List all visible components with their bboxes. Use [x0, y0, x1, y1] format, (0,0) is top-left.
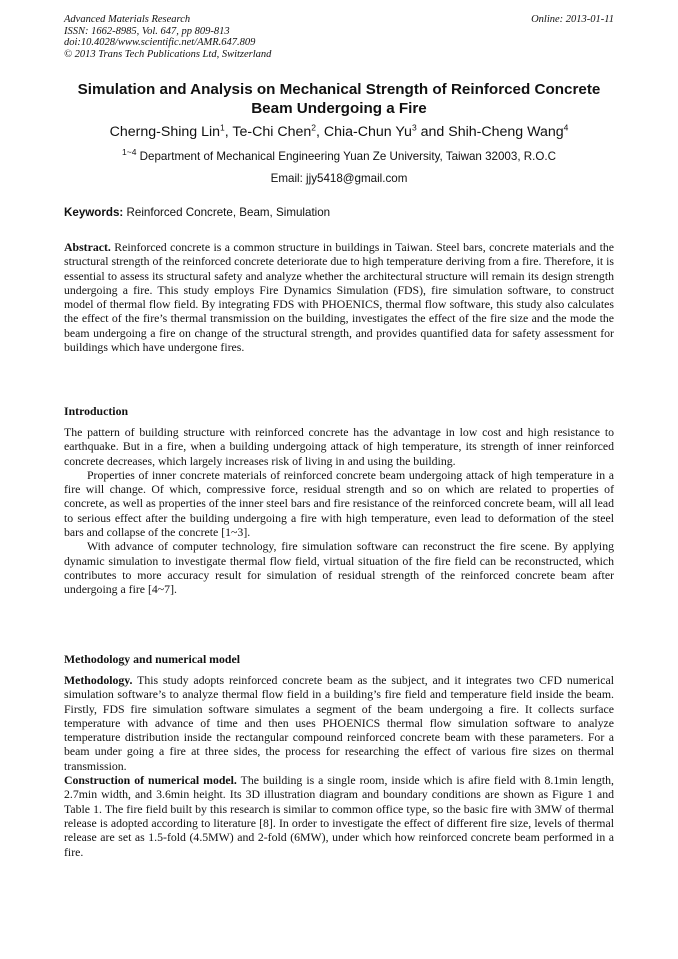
journal-header	[64, 14, 271, 60]
section-heading-methodology: Methodology and numerical model	[64, 652, 240, 666]
affiliation	[64, 147, 614, 164]
keywords	[64, 206, 614, 220]
paragraph: The building is a single room, inside which is afire field with 8.1min length, 2.7min width, and 3.6min height. Its 3D illustration diagram and boundary conditions are shown as Figure 1 and Table 1. The fire field built by this research is similar to common office type, so the basic fire with 3MW of thermal release is adopted according to literature [8]. In order to investigate the effect of different fire size, levels of thermal release are set as 1.5-fold (4.5MW) and 2-fold (6MW), under which how reinforced concrete beam performed in a fire.	[64, 773, 615, 859]
doi-line: doi:10.4028/www.scientific.net/AMR.647.809	[64, 37, 256, 49]
author-name: Chia-Chun Yu	[323, 124, 412, 140]
affiliation-text: Department of Mechanical Engineering Yuan Ze University, Taiwan 32003, R.O.C	[136, 150, 556, 163]
paragraph: This study adopts reinforced concrete beam as the subject, and it integrates two CFD numerical simulation software’s to analyze thermal flow field in a building’s fire field and temperature field inside the beam. Firstly, FDS fire simulation software simulates a segment of the beam undergoing a fire. It collects surface temperature with advance of time and then uses PHOENICS thermal flow simulation software to analyze temperature distribution inside the rectangular compound reinforced concrete beam with these parameters. For a beam under going a fire at three sides, the process for researching the effect of various fire sizes on thermal transmission.	[64, 673, 614, 773]
abstract-text: Reinforced concrete is a common structure in buildings in Taiwan. Steel bars, concrete materials and the structural strength of the reinforced concrete deteriorate due to high temperature deriving from a fire. Therefore, it is essential to assess its structural safety and analyze whether the architectural structure will remain its design strength undergoing a fire. This study employs Fire Dynamics Simulation (FDS), fire simulation software, to construct model of thermal flow field. By integrating FDS with PHOENICS, thermal flow software, this study also calculates the effect of the fire’s thermal transmission on the building, investigates the effect of the fire size and the mode the beam undergoing a fire on change of the structural strength, and provides quantified data for safety assessment for buildings which have undergone fires.	[64, 240, 614, 355]
author-list	[64, 124, 614, 141]
author-sup: 4	[563, 122, 569, 133]
author-name: Shih-Cheng Wang	[448, 124, 564, 140]
author-separator: ,	[315, 124, 324, 140]
abstract	[64, 240, 614, 354]
author-name: Cherng-Shing Lin	[109, 124, 221, 140]
subsection-label: Construction of numerical model.	[64, 773, 237, 788]
paragraph: The pattern of building structure with reinforced concrete has the advantage in low cost and high resistance to earthquake. But in a fire, when a building undergoing attack of high temperature, its strength of inner reinforced concrete decreases, which largely increases risk of living in and using the building.	[64, 425, 614, 468]
keywords-text: Reinforced Concrete, Beam, Simulation	[123, 206, 331, 219]
author-separator: ,	[224, 124, 233, 140]
introduction-body	[64, 425, 614, 597]
author-name: Te-Chi Chen	[232, 124, 312, 140]
title-line-1: Simulation and Analysis on Mechanical Strength of Reinforced Concrete	[77, 81, 601, 98]
author-sup: 1	[220, 122, 225, 133]
section-heading-introduction: Introduction	[64, 404, 129, 418]
paragraph: With advance of computer technology, fire simulation software can reconstruct the fire scene. By applying dynamic simulation to investigate thermal flow field, virtual situation of the fire field can be reconstructed, which contributes to more accuracy result for simulation of residual strength of the reinforced concrete beam after undergoing a fire [4~7].	[64, 539, 614, 597]
author-sup: 2	[311, 122, 316, 133]
author-email: Email: jjy5418@gmail.com	[270, 172, 408, 185]
journal-name: Advanced Materials Research	[64, 14, 191, 25]
title-line-2: Beam Undergoing a Fire	[251, 99, 427, 117]
online-date: Online: 2013-01-11	[531, 14, 614, 25]
author-sup: 3	[411, 122, 417, 133]
affiliation-sup: 1~4	[122, 147, 137, 158]
abstract-label: Abstract.	[64, 240, 111, 254]
author-separator: and	[416, 124, 449, 140]
keywords-label: Keywords:	[64, 206, 124, 219]
copyright-line: © 2013 Trans Tech Publications Ltd, Switzerland	[64, 48, 272, 60]
issn-line: ISSN: 1662-8985, Vol. 647, pp 809-813	[64, 25, 230, 37]
paragraph: Properties of inner concrete materials of reinforced concrete beam undergoing attack of high temperature in a fire will change. Of which, compressive force, residual strength and so on which are related to properties of concrete, as well as properties of the inner steel bars and fire resistance of the reinforced concrete beam, will all lead to serious effect after the building undergoing a fire with high temperature, even lead to deformation of the steel bars and collapse of the concrete [1~3].	[64, 467, 614, 540]
methodology-body	[64, 673, 614, 859]
paper-title	[64, 81, 614, 118]
subsection-label: Methodology.	[64, 673, 133, 687]
